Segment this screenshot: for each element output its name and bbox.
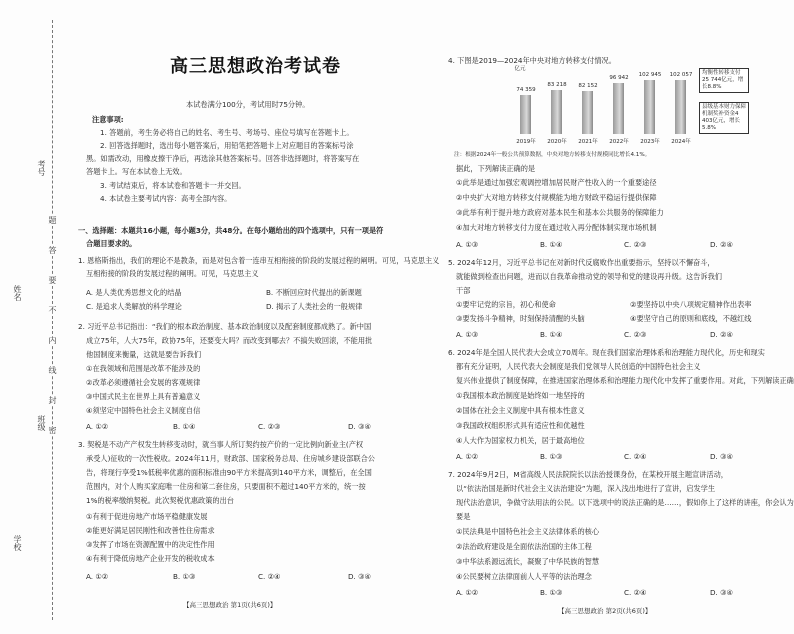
q2-option-c[interactable]: C. ②③ — [258, 422, 281, 431]
note-line: 黑。如需改动，用橡皮擦干净后，再选涂其他答案标号。回答非选择题时，将答案写在 — [86, 154, 360, 163]
bar-category-label: 2019年 — [516, 139, 536, 145]
page-footer: 【高三思想政治 第2页(共6页)】 — [558, 607, 652, 615]
q1-option-d[interactable]: D. 揭示了人类社会的一般规律 — [266, 302, 363, 311]
page-footer: 【高三思想政治 第1页(共6页)】 — [183, 601, 277, 609]
question-6-stem: 6. 2024年是全国人民代表大会成立70周年。现在我们国家治理体系和治理能力现代化，历史和现实 — [448, 348, 765, 357]
question-7-stem: 要是 — [456, 512, 471, 521]
q3-option-d[interactable]: D. ③④ — [348, 572, 371, 581]
q5-option-c[interactable]: C. ②③ — [624, 330, 647, 339]
q2-option-b[interactable]: B. ①④ — [173, 422, 196, 431]
q4-item: ②中央扩大对地方转移支付规模能为地方财政平稳运行提供保障 — [456, 193, 657, 202]
seal-char: 封 — [48, 396, 57, 405]
q6-option-a[interactable]: A. ①② — [456, 452, 479, 461]
q3-item: ①有利于促进房地产市场平稳健康发展 — [86, 512, 208, 521]
question-5-stem: 干部 — [456, 286, 471, 295]
q3-option-b[interactable]: B. ①③ — [173, 572, 196, 581]
q5-item: ④要坚守自己的原则和底线，不越红线 — [630, 314, 752, 323]
seal-char: 不 — [48, 306, 57, 315]
chart-bar — [644, 80, 655, 134]
q7-option-c[interactable]: C. ②④ — [624, 588, 647, 597]
question-3-stem: 3. 契税是不动产产权发生转移变动时，就当事人所订契约按产价的一定比例向新业主(产权 — [78, 440, 364, 449]
seal-char: 要 — [48, 276, 57, 285]
exam-no-label: 考号 — [37, 160, 46, 176]
school-label: 学校 — [13, 535, 22, 551]
question-7-stem: 7. 2024年9月2日，M省高级人民法院院长以法治授课身份，在某校开展主题宣讲活动， — [448, 470, 728, 479]
question-4-stem: 4. 下图是2019—2024年中央对地方转移支付情况。 — [448, 56, 616, 65]
question-3-stem: 范围内，对个人购买家庭唯一住房和第二套住房，只要面积不超过140平方米的，统一按 — [86, 482, 366, 491]
q4-item: ①此举是通过加强宏观调控增加居民财产性收入的一个重要途径 — [456, 178, 657, 187]
bar-value-label: 102 945 — [638, 72, 662, 78]
q3-item: ②能更好满足居民刚性和改善性住房需求 — [86, 526, 215, 535]
seal-char: 答 — [48, 246, 57, 255]
question-3-stem: 告，将现行享受1%低税率优惠的面积标准由90平方米提高到140平方米，调整后，在全国 — [86, 468, 372, 477]
q5-option-d[interactable]: D. ②④ — [710, 330, 733, 339]
question-4-tail: 据此，下列解读正确的是 — [456, 164, 536, 173]
q4-option-a[interactable]: A. ①③ — [456, 240, 479, 249]
bar-value-label: 74 359 — [516, 87, 536, 93]
page-title: 高三思想政治考试卷 — [170, 56, 341, 77]
seal-char: 题 — [48, 216, 57, 225]
seal-line — [52, 20, 53, 620]
chart-annotation: 县级基本财力保障机制奖补资金4 403亿元，增长5.8% — [699, 102, 749, 134]
chart-annotation: 均衡性转移支付25 744亿元，增长8.8% — [699, 68, 749, 93]
q2-option-d[interactable]: D. ③④ — [348, 422, 371, 431]
chart-bar — [582, 91, 593, 134]
class-label: 班级 — [37, 415, 46, 431]
bar-value-label: 102 057 — [669, 72, 693, 78]
note-line: 2. 回答选择题时，选出每小题答案后，用铅笔把答题卡上对应题目的答案标号涂 — [100, 141, 354, 150]
q6-item: ④人大作为国家权力机关，居于最高地位 — [456, 436, 585, 445]
exam-subtitle: 本试卷满分100分，考试用时75分钟。 — [186, 100, 310, 109]
q3-item: ③发挥了市场在资源配置中的决定性作用 — [86, 540, 215, 549]
section-heading: 一、选择题：本题共16小题，每小题3分，共48分。在每小题给出的四个选项中，只有一项是符 — [78, 226, 384, 235]
q5-option-a[interactable]: A. ①③ — [456, 330, 479, 339]
q7-option-b[interactable]: B. ①③ — [540, 588, 563, 597]
chart-bar — [520, 95, 531, 134]
question-1-stem: 1. 恩格斯指出，我们的理论不是教条，而是对包含着一连串互相衔接的阶段的发展过程的阐明。可见，马克思主义 — [78, 256, 440, 265]
question-1-stem: 互相衔接的阶段的发展过程的阐明。可见，马克思主义 — [86, 269, 259, 278]
q4-option-c[interactable]: C. ②③ — [624, 240, 647, 249]
q7-item: ③中华法系源远流长，凝聚了中华民族的智慧 — [456, 557, 600, 566]
q4-option-d[interactable]: D. ②④ — [710, 240, 733, 249]
question-6-stem: 都有充分证明，人民代表大会制度是我们党领导人民创造的中国特色社会主义 — [456, 362, 701, 371]
q5-option-b[interactable]: B. ①④ — [540, 330, 563, 339]
name-label: 姓名 — [13, 285, 22, 301]
note-line: 1. 答题前，考生务必将自己的姓名、考生号、考场号、座位号填写在答题卡上。 — [100, 128, 354, 137]
q7-option-d[interactable]: D. ③④ — [710, 588, 733, 597]
note-line: 答题卡上。写在本试卷上无效。 — [86, 167, 187, 176]
q3-item: ④有利于降低房地产企业开发的税收成本 — [86, 554, 215, 563]
q6-item: ①我国根本政治制度是始终如一地坚持的 — [456, 391, 585, 400]
question-7-stem: 现代法治意识，争做守法用法的公民。以下选项中的说法正确的是……，假如你上了这样的讲座，你会认为 — [456, 498, 794, 507]
bar-value-label: 96 942 — [609, 75, 629, 81]
q6-item: ②国体在社会主义制度中具有根本性意义 — [456, 406, 585, 415]
note-line: 4. 本试卷主要考试内容：高考全部内容。 — [100, 194, 232, 203]
question-2-stem: 2. 习近平总书记指出：“我们的根本政治制度、基本政治制度以及配套制度都成熟了。新中国 — [78, 322, 372, 331]
q7-item: ①民法典是中国特色社会主义法律体系的核心 — [456, 527, 600, 536]
q6-option-d[interactable]: D. ③④ — [710, 452, 733, 461]
seal-char: 线 — [48, 366, 57, 375]
question-2-stem: 他国制度来衡量，这就是要告诉我们 — [86, 350, 202, 359]
chart-unit: 亿元 — [514, 66, 526, 72]
q3-option-c[interactable]: C. ②④ — [258, 572, 281, 581]
q6-item: ③我国政权组织形式具有适应性和优越性 — [456, 421, 585, 430]
notes-heading: 注意事项: — [92, 115, 124, 124]
bar-category-label: 2020年 — [547, 139, 567, 145]
q2-option-a[interactable]: A. ①② — [86, 422, 109, 431]
q6-option-b[interactable]: B. ①③ — [540, 452, 563, 461]
question-5-stem: 5. 2024年12月，习近平总书记在对新时代反腐败作出重要指示，坚持以不懈奋斗， — [448, 258, 715, 267]
section-heading: 合题目要求的。 — [86, 239, 137, 248]
bar-value-label: 83 218 — [547, 82, 567, 88]
question-5-stem: 就能做到检查出问题，进而以自我革命推动党的领导和党的建设再升级。这告诉我们 — [456, 272, 722, 281]
q4-option-b[interactable]: B. ①④ — [540, 240, 563, 249]
q3-option-a[interactable]: A. ①② — [86, 572, 109, 581]
q7-item: ②法治政府建设是全面依法治国的主体工程 — [456, 542, 592, 551]
q4-item: ④加大对地方转移支付力度在通过收入再分配体制实现市场机制 — [456, 223, 657, 232]
seal-char: 密 — [48, 426, 57, 435]
bar-category-label: 2022年 — [609, 139, 629, 145]
bar-value-label: 82 152 — [578, 83, 598, 89]
q4-item: ③此举有利于提升地方政府对基本民生和基本公共服务的保障能力 — [456, 208, 664, 217]
binding-margin — [0, 0, 70, 634]
seal-char: 内 — [48, 336, 57, 345]
chart-note: 注：根据2024年一般公共预算数据，中央对地方转移支付规模同比增长4.1%。 — [454, 152, 651, 158]
bar-category-label: 2021年 — [578, 139, 598, 145]
question-7-stem: 以“依法治国是新时代社会主义法治建设”为题，深入浅出地进行了宣讲，启发学生 — [456, 484, 716, 493]
q6-option-c[interactable]: C. ②④ — [624, 452, 647, 461]
question-3-stem: 承受人)征收的一次性税收。2024年11月，财政部、国家税务总局、住房城乡建设部联合公 — [86, 454, 375, 463]
question-6-stem: 复兴伟业提供了制度保障，在推进国家治理体系和治理能力现代化中发挥了重要作用。对此，下列解读正确 — [456, 376, 794, 385]
chart-bar — [675, 80, 686, 134]
question-2-stem: 成立75年，人大75年，政协75年，还要变大吗？而改变到哪去？不搞失败回滚，不能用批 — [86, 336, 373, 345]
q5-item: ③要发扬斗争精神，时刻保持清醒的头脑 — [456, 314, 585, 323]
chart-bar — [613, 83, 624, 134]
q1-option-c[interactable]: C. 是追求人类解放的科学理论 — [86, 302, 182, 311]
q1-option-b[interactable]: B. 不断回应时代提出的新课题 — [266, 288, 362, 297]
bar-category-label: 2023年 — [640, 139, 660, 145]
q5-item: ①要牢记党的宗旨，初心和使命 — [456, 300, 556, 309]
q7-option-a[interactable]: A. ①② — [456, 588, 479, 597]
q5-item: ②要坚持以中央八项规定精神作出表率 — [630, 300, 752, 309]
q2-item: ④须坚定中国特色社会主义制度自信 — [86, 406, 201, 415]
q2-item: ③中国式民主在世界上具有普遍意义 — [86, 392, 201, 401]
q2-item: ①在我领域和范围是改革不能涉及的 — [86, 364, 201, 373]
bar-category-label: 2024年 — [671, 139, 691, 145]
question-3-stem: 1%的税率缴纳契税。此次契税优惠政策的出台 — [86, 496, 234, 505]
chart-bar — [551, 90, 562, 134]
transfer-payment-chart — [503, 64, 747, 150]
note-line: 3. 考试结束后，将本试卷和答题卡一并交回。 — [100, 181, 246, 190]
q2-item: ②改革必须遵循社会发展的客观规律 — [86, 378, 201, 387]
q7-item: ④公民要树立法律面前人人平等的法治理念 — [456, 572, 592, 581]
q1-option-a[interactable]: A. 是人类优秀思想文化的结晶 — [86, 288, 182, 297]
